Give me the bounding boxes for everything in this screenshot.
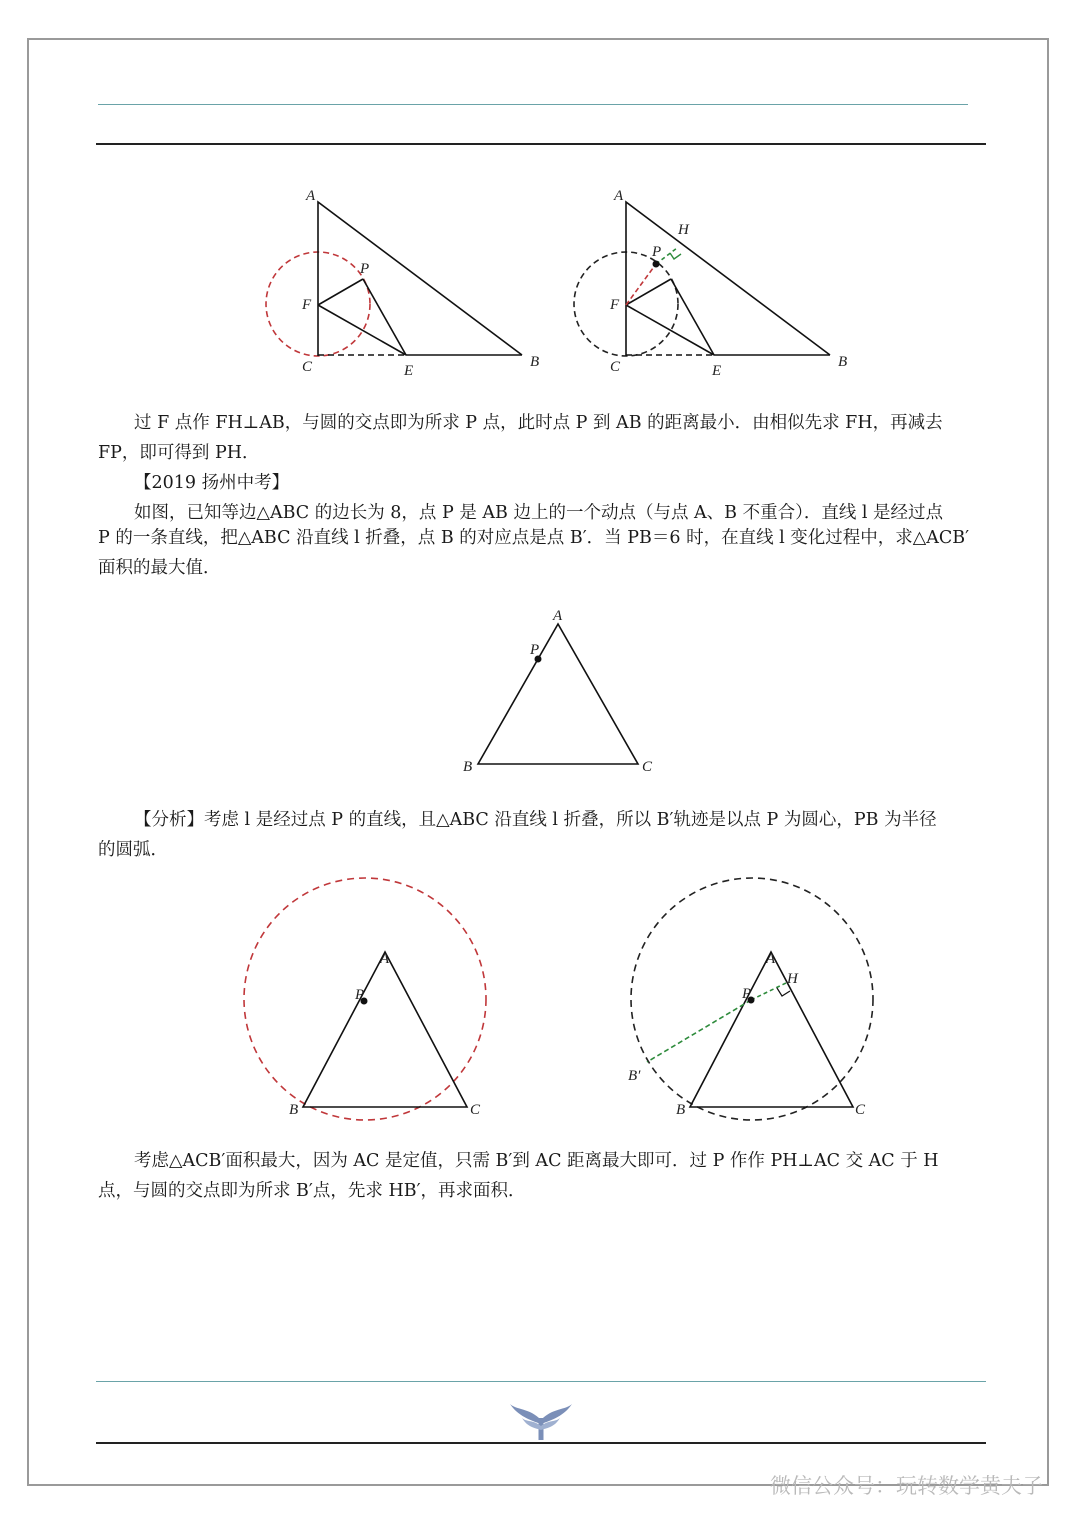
label-h: H <box>787 971 798 987</box>
triangle-acb <box>626 202 830 356</box>
problem-heading: 【2019 扬州中考】 <box>134 473 290 493</box>
tree-logo-icon <box>508 1400 574 1444</box>
label-b: B <box>289 1102 299 1118</box>
triangle-acb <box>318 202 522 356</box>
segment-fe <box>318 305 406 355</box>
segment-fp-dashed <box>626 264 656 305</box>
paragraph-1-line-1: 过 F 点作 FH⊥AB，与圆的交点即为所求 P 点，此时点 P 到 AB 的距离最小．由相似先求 FH，再减去 <box>134 413 943 433</box>
watermark-text: 微信公众号：玩转数学黄夫子 <box>770 1474 1043 1498</box>
header-rule-top <box>98 104 968 105</box>
figure2-equilateral-triangle <box>460 608 660 778</box>
label-c: C <box>610 359 621 375</box>
label-e: E <box>712 363 722 379</box>
triangle-abc <box>303 952 467 1107</box>
label-f: F <box>610 297 620 313</box>
triangle-abc <box>478 624 638 764</box>
label-c: C <box>855 1102 866 1118</box>
label-b: B <box>676 1102 686 1118</box>
label-h: H <box>678 222 689 238</box>
label-a: A <box>380 951 390 967</box>
right-angle-mark-h <box>777 988 790 996</box>
label-a: A <box>306 188 316 204</box>
label-p: P <box>355 987 365 1003</box>
paragraph-1-line-2: FP，即可得到 PH． <box>98 443 260 463</box>
label-b: B <box>838 354 848 370</box>
label-b-prime: B′ <box>628 1068 641 1084</box>
conclusion-line-2: 点，与圆的交点即为所求 B′点，先求 HB′，再求面积． <box>98 1181 526 1201</box>
problem-line-1: 如图，已知等边△ABC 的边长为 8，点 P 是 AB 边上的一个动点（与点 A、B 不重合）．直线 l 是经过点 <box>134 503 944 523</box>
segment-pb-prime <box>647 1000 751 1062</box>
label-e: E <box>404 363 414 379</box>
figure1-right <box>558 180 858 390</box>
label-p: P <box>742 986 752 1002</box>
figure3-right <box>618 868 888 1128</box>
figure3-left <box>230 868 500 1128</box>
segment-ph <box>751 983 786 1000</box>
label-c: C <box>302 359 313 375</box>
label-b: B <box>530 354 540 370</box>
label-p: P <box>360 261 370 277</box>
label-a: A <box>766 951 776 967</box>
conclusion-line-1: 考虑△ACB′面积最大，因为 AC 是定值，只需 B′到 AC 距离最大即可．过 P 作作 PH⊥AC 交 AC 于 H <box>134 1151 939 1171</box>
analysis-line-1: 【分析】考虑 l 是经过点 P 的直线，且△ABC 沿直线 l 折叠，所以 B′轨迹是以点 P 为圆心，PB 为半径 <box>134 810 937 830</box>
label-c: C <box>642 759 653 775</box>
header-rule-bottom <box>96 143 986 145</box>
footer-rule-top <box>96 1381 986 1382</box>
label-b: B <box>463 759 473 775</box>
label-p: P <box>652 244 662 260</box>
footer-rule-bottom <box>96 1442 986 1444</box>
segment-fe <box>626 305 714 355</box>
triangle-abc <box>690 952 853 1107</box>
label-a: A <box>553 608 563 624</box>
label-p: P <box>530 642 540 658</box>
label-c: C <box>470 1102 481 1118</box>
label-f: F <box>302 297 312 313</box>
analysis-line-2: 的圆弧． <box>98 840 168 860</box>
label-a: A <box>614 188 624 204</box>
problem-line-2: P 的一条直线，把△ABC 沿直线 l 折叠，点 B 的对应点是点 B′．当 PB＝6 时，在直线 l 变化过程中，求△ACB′ <box>98 528 970 548</box>
figure1-left <box>250 180 550 390</box>
problem-line-3: 面积的最大值． <box>98 558 221 578</box>
right-angle-mark-h <box>670 253 681 259</box>
point-p <box>653 261 660 268</box>
segment-fq <box>626 279 671 305</box>
segment-fp <box>318 279 363 305</box>
